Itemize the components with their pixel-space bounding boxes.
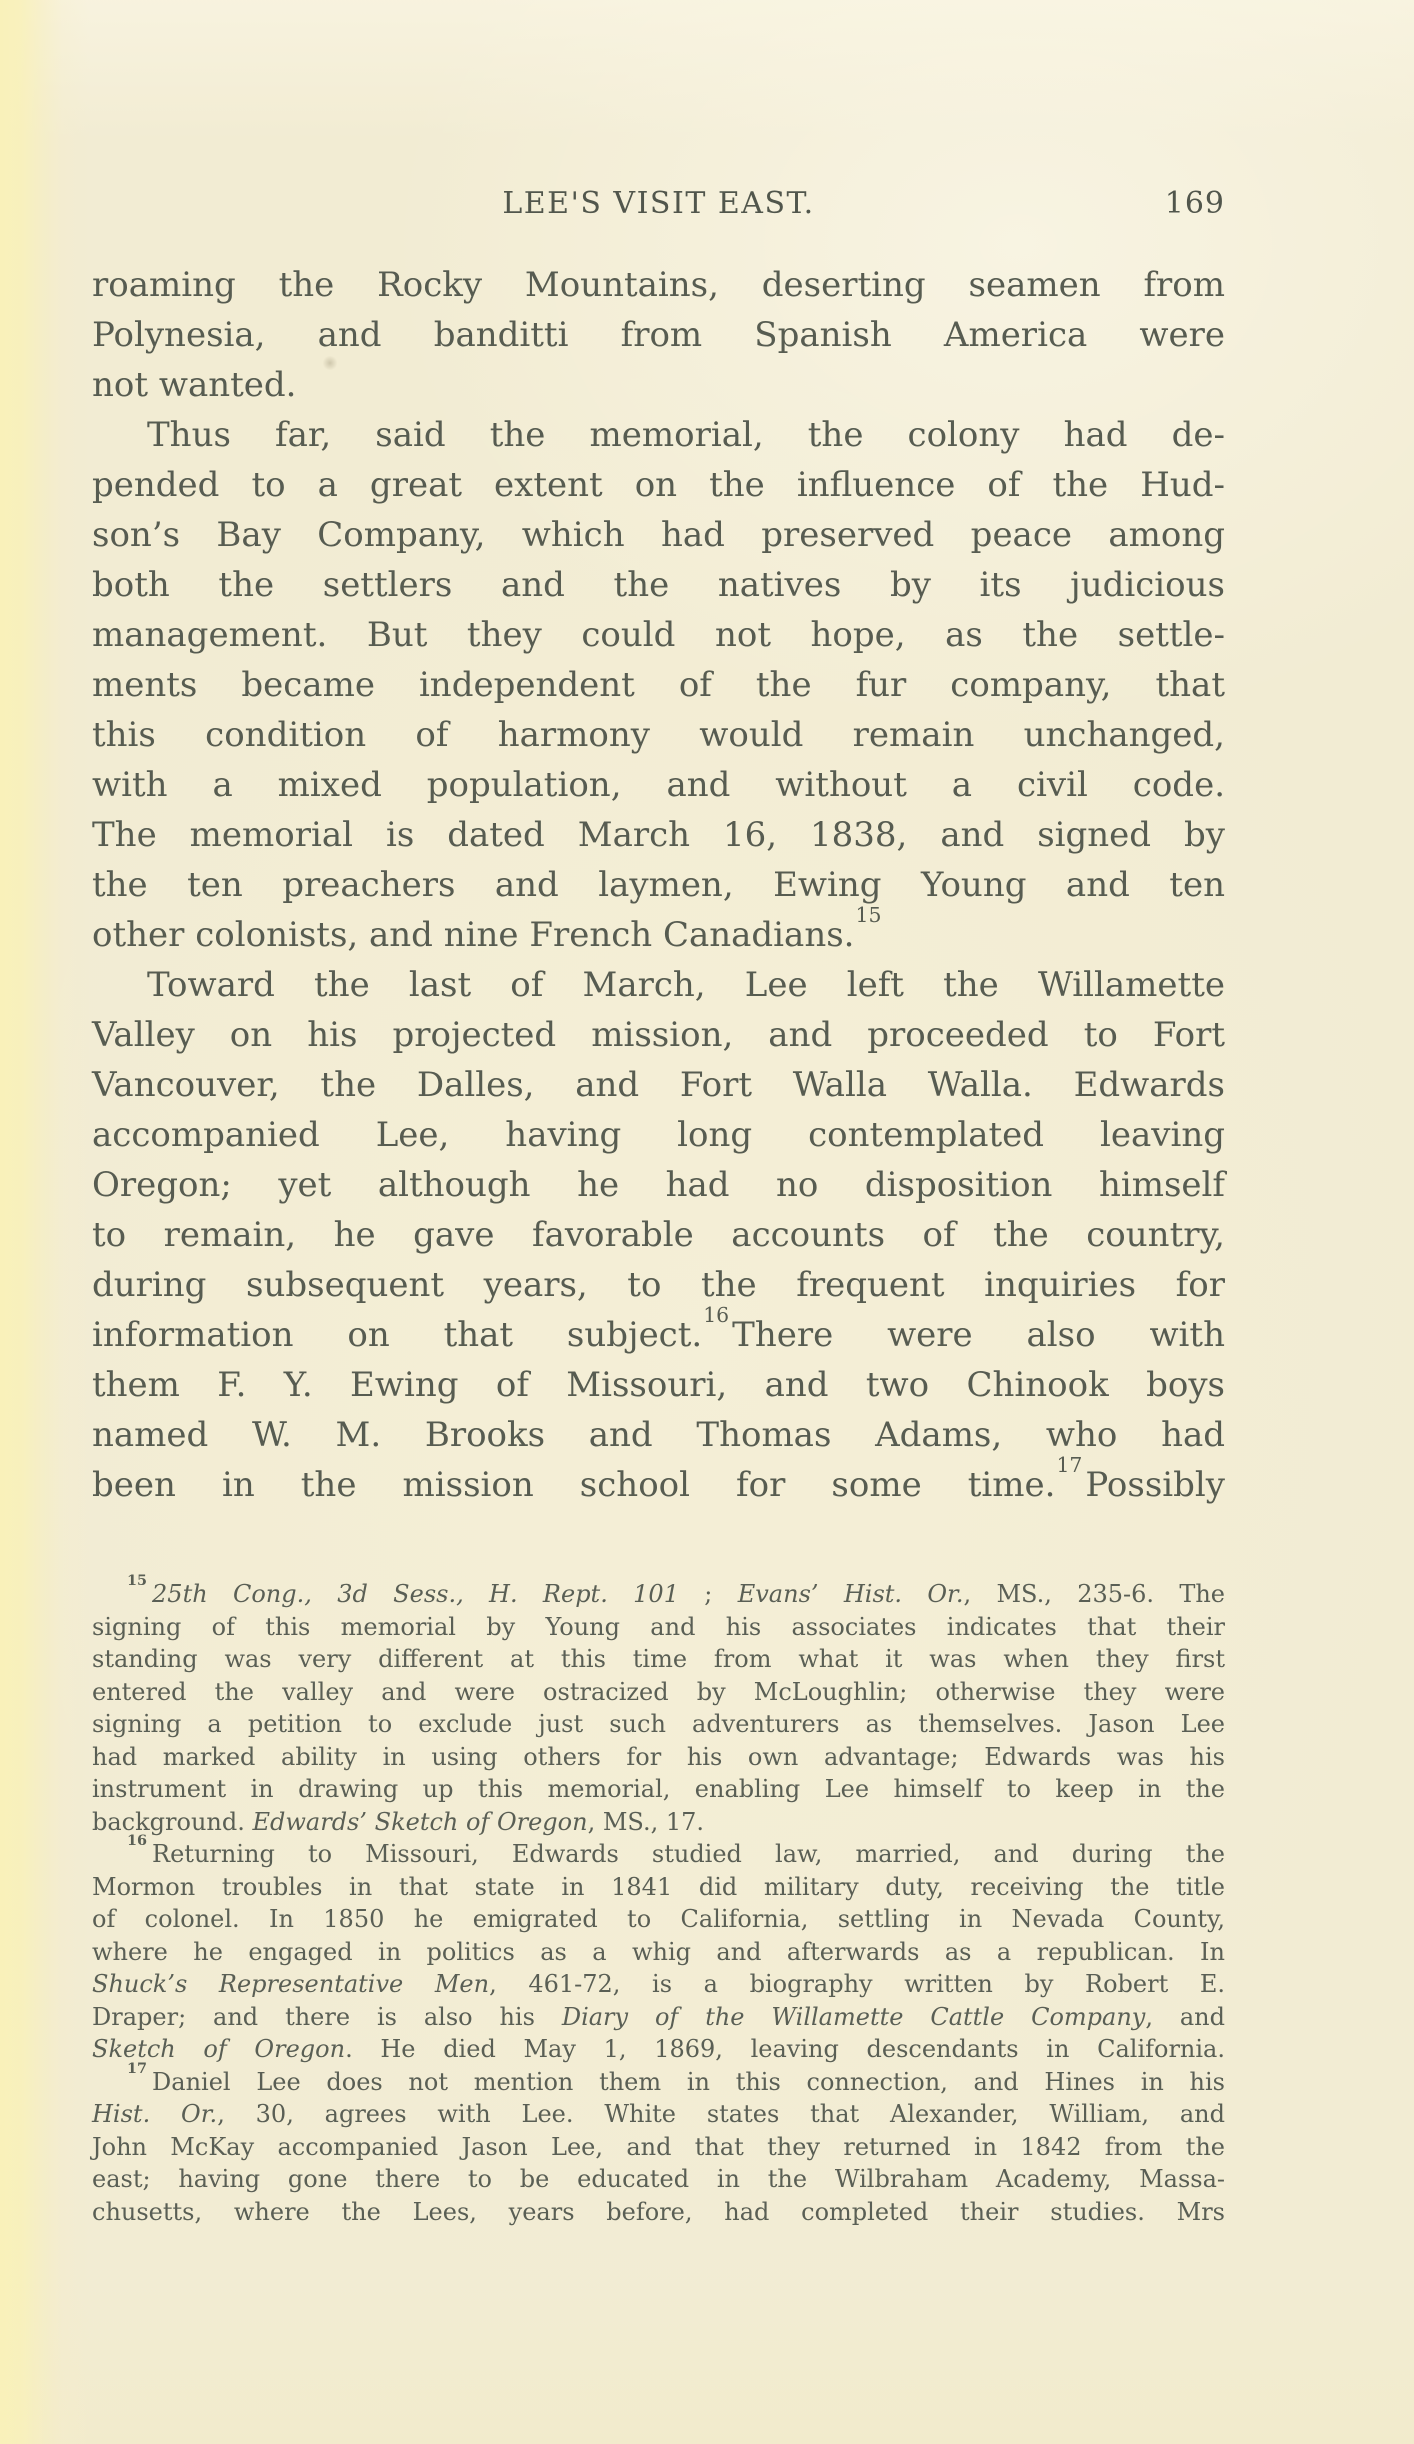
text-line bbox=[92, 860, 1225, 910]
text-run: accompanied Lee, having long contemplated leaving bbox=[92, 1115, 1225, 1155]
text-run: had marked ability in using others for his own advantage; Edwards was his bbox=[92, 1742, 1225, 1771]
text-run: The memorial is dated March 16, 1838, and signed by bbox=[92, 815, 1225, 855]
text-line bbox=[92, 310, 1225, 360]
text-run: , 461-72, is a biography written by Robert E. bbox=[489, 1970, 1225, 1998]
text-run: other colonists, and nine French Canadians. bbox=[92, 915, 855, 955]
text-run: been in the mission school for some time. bbox=[92, 1465, 1056, 1505]
text-run: pended to a great extent on the influence of the Hud- bbox=[92, 465, 1225, 505]
text-run: Thus far, said the memorial, the colony had de- bbox=[147, 415, 1225, 455]
italic-run: 25th Cong., 3d Sess., H. Rept. 101 bbox=[152, 1580, 679, 1608]
text-run: during subsequent years, to the frequent inquiries for bbox=[92, 1265, 1225, 1305]
text-line bbox=[92, 2059, 1225, 2099]
italic-run: Sketch of Oregon bbox=[92, 2035, 346, 2063]
text-run: both the settlers and the natives by its judicious bbox=[92, 565, 1225, 605]
text-run: of colonel. In 1850 he emigrated to California, settling in Nevada County, bbox=[92, 1905, 1225, 1933]
text-line bbox=[92, 460, 1225, 510]
text-run: son’s Bay Company, which had preserved peace among bbox=[92, 515, 1225, 555]
text-line bbox=[92, 960, 1225, 1010]
paragraph bbox=[92, 260, 1225, 410]
text-line bbox=[92, 260, 1225, 310]
body-text bbox=[92, 260, 1225, 1510]
text-run: Toward the last of March, Lee left the Willamette bbox=[147, 965, 1225, 1005]
text-run: Vancouver, the Dalles, and Fort Walla Walla. Edwards bbox=[92, 1065, 1225, 1105]
text-run: . He died May 1, 1869, leaving descendants in California. bbox=[345, 2035, 1225, 2063]
text-line bbox=[92, 1260, 1225, 1310]
text-line bbox=[92, 410, 1225, 460]
footnote bbox=[92, 1832, 1225, 2066]
text-line bbox=[92, 1453, 1225, 1510]
page-gutter-edge bbox=[0, 0, 90, 2444]
footnote bbox=[92, 2059, 1226, 2229]
text-run: instrument in drawing up this memorial, enabling Lee himself to keep in the bbox=[92, 1775, 1225, 1803]
text-line bbox=[92, 510, 1225, 560]
paragraph bbox=[92, 960, 1225, 1510]
text-line bbox=[92, 1210, 1225, 1260]
footnote-ref: 15 bbox=[855, 903, 882, 928]
text-line bbox=[92, 2196, 1225, 2229]
text-line bbox=[92, 710, 1225, 760]
text-line bbox=[92, 610, 1225, 660]
text-line bbox=[92, 1676, 1225, 1709]
text-run: with a mixed population, and without a civil code. bbox=[92, 765, 1225, 805]
text-line bbox=[92, 1643, 1225, 1676]
text-line bbox=[92, 903, 1225, 960]
text-run: background. bbox=[92, 1807, 253, 1836]
text-run: John McKay accompanied Jason Lee, and that they returned in 1842 from the bbox=[92, 2132, 1225, 2161]
footnotes bbox=[92, 1572, 1226, 2228]
italic-run: Hist. Or. bbox=[92, 2100, 218, 2128]
text-run: Valley on his projected mission, and proceeded to Fort bbox=[92, 1015, 1225, 1055]
text-line bbox=[92, 1160, 1225, 1210]
text-line bbox=[92, 660, 1225, 710]
text-run: ments became independent of the fur company, that bbox=[92, 665, 1225, 705]
text-line bbox=[92, 1903, 1225, 1936]
page-content bbox=[92, 0, 1225, 2444]
text-run: , and bbox=[1145, 2002, 1225, 2031]
text-line bbox=[92, 1572, 1226, 1611]
text-run: Daniel Lee does not mention them in this connection, and Hines in his bbox=[152, 2067, 1225, 2096]
text-line bbox=[92, 1708, 1225, 1741]
text-line bbox=[92, 1741, 1225, 1774]
text-run: chusetts, where the Lees, years before, had completed their studies. Mrs bbox=[92, 2197, 1225, 2226]
text-run: the ten preachers and laymen, Ewing Young and ten bbox=[92, 865, 1225, 905]
page-title: LEE'S VISIT EAST. bbox=[502, 186, 815, 221]
text-line bbox=[92, 360, 1225, 410]
text-run: Draper; and there is also his bbox=[92, 2002, 562, 2031]
text-line bbox=[92, 2098, 1225, 2131]
text-run: where he engaged in politics as a whig and afterwards as a republican. In bbox=[92, 1937, 1225, 1966]
italic-run: Edwards’ Sketch of Oregon bbox=[252, 1807, 588, 1836]
text-run: roaming the Rocky Mountains, deserting seamen from bbox=[92, 265, 1225, 305]
text-run: east; having gone there to be educated in the Wilbraham Academy, Massa- bbox=[92, 2165, 1225, 2193]
text-run: management. But they could not hope, as the settle- bbox=[92, 615, 1225, 655]
text-run: named W. M. Brooks and Thomas Adams, who had bbox=[92, 1415, 1225, 1455]
text-line bbox=[92, 1832, 1225, 1871]
text-run: Possibly bbox=[1085, 1465, 1225, 1505]
running-header bbox=[92, 186, 1225, 226]
italic-run: Evans’ Hist. Or. bbox=[737, 1580, 964, 1608]
text-line bbox=[92, 760, 1225, 810]
text-line bbox=[92, 1936, 1225, 1969]
text-run: them F. Y. Ewing of Missouri, and two Chinook boys bbox=[92, 1365, 1225, 1405]
text-run: information on that subject. bbox=[92, 1315, 703, 1355]
text-run: , MS., 235-6. The bbox=[963, 1580, 1226, 1608]
page-number: 169 bbox=[1164, 186, 1225, 221]
footnote-ref: 16 bbox=[127, 1832, 148, 1850]
footnote-ref: 15 bbox=[127, 1572, 148, 1590]
text-run: ; bbox=[678, 1580, 738, 1608]
footnote-ref: 16 bbox=[703, 1303, 730, 1328]
text-line bbox=[92, 1611, 1225, 1644]
text-line bbox=[92, 1968, 1225, 2001]
text-line bbox=[92, 2033, 1225, 2066]
text-run: to remain, he gave favorable accounts of the country, bbox=[92, 1215, 1225, 1255]
text-run: standing was very different at this time from what it was when they first bbox=[92, 1645, 1225, 1673]
text-line bbox=[92, 1773, 1225, 1806]
text-line bbox=[92, 1110, 1225, 1160]
text-run: , MS., 17. bbox=[587, 1807, 705, 1836]
text-line bbox=[92, 1360, 1225, 1410]
text-run: Returning to Missouri, Edwards studied law, married, and during the bbox=[152, 1840, 1225, 1868]
text-run: Polynesia, and banditti from Spanish America were bbox=[92, 315, 1225, 355]
footnote-ref: 17 bbox=[1056, 1453, 1083, 1478]
italic-run: Shuck’s Representative Men bbox=[92, 1970, 490, 1998]
text-line bbox=[92, 1871, 1225, 1904]
text-line bbox=[92, 2001, 1225, 2034]
paragraph bbox=[92, 410, 1225, 960]
footnote bbox=[92, 1572, 1226, 1838]
text-run: There were also with bbox=[732, 1315, 1225, 1355]
footnote-ref: 17 bbox=[127, 2059, 148, 2077]
italic-run: Diary of the Willamette Cattle Company bbox=[561, 2002, 1146, 2031]
text-line bbox=[92, 2163, 1225, 2196]
text-run: Oregon; yet although he had no disposition himself bbox=[92, 1165, 1225, 1205]
text-run: signing a petition to exclude just such adventurers as themselves. Jason Lee bbox=[92, 1710, 1225, 1738]
text-run: this condition of harmony would remain unchanged, bbox=[92, 715, 1225, 755]
text-line bbox=[92, 810, 1225, 860]
text-line bbox=[92, 560, 1225, 610]
text-run: entered the valley and were ostracized by McLoughlin; otherwise they were bbox=[92, 1677, 1225, 1706]
text-run: not wanted. bbox=[92, 365, 297, 405]
text-line bbox=[92, 1303, 1225, 1360]
text-line bbox=[92, 1010, 1225, 1060]
text-run: signing of this memorial by Young and his associates indicates that their bbox=[92, 1612, 1225, 1641]
text-run: , 30, agrees with Lee. White states that Alexander, William, and bbox=[217, 2100, 1226, 2128]
text-run: Mormon troubles in that state in 1841 did military duty, receiving the title bbox=[92, 1872, 1225, 1901]
text-line bbox=[92, 1806, 1225, 1839]
text-line bbox=[92, 1060, 1225, 1110]
text-line bbox=[92, 2131, 1225, 2164]
